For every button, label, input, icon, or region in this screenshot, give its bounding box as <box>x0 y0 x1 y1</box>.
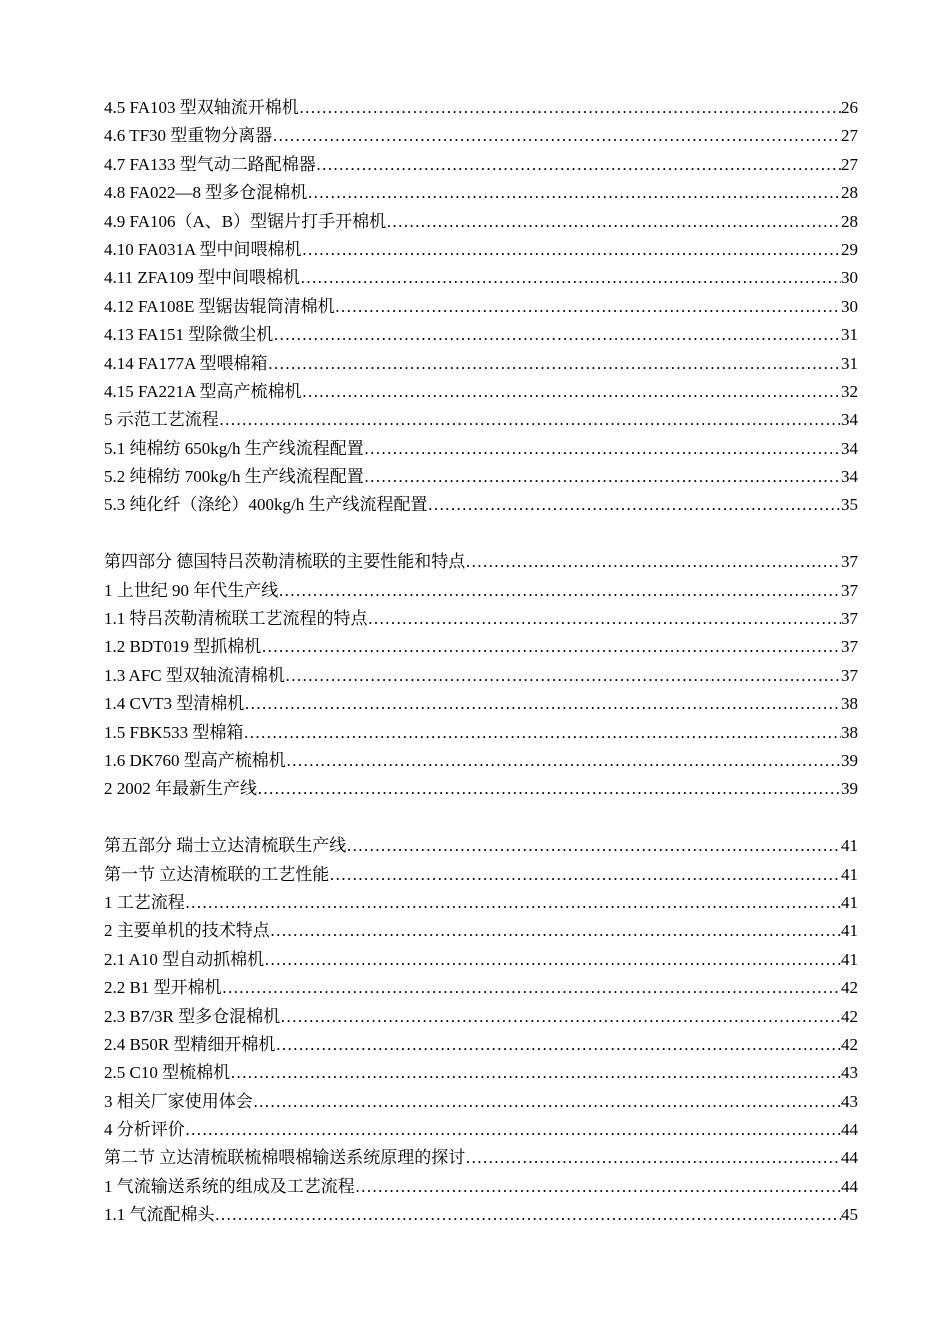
toc-entry-title: 第一节 立达清梳联的工艺性能 <box>104 864 330 884</box>
toc-entry[interactable] <box>104 662 858 690</box>
toc-page-number: 34 <box>841 410 858 430</box>
toc-dot-leader <box>219 406 841 434</box>
toc-entry-title: 2 主要单机的技术特点 <box>104 921 270 941</box>
toc-page-number: 38 <box>841 694 858 714</box>
toc-dot-leader <box>261 633 841 661</box>
toc-entry[interactable] <box>104 435 858 463</box>
toc-page-number: 44 <box>841 1176 858 1196</box>
toc-entry-title: 4.13 FA151 型除微尘机 <box>104 325 274 345</box>
toc-entry[interactable] <box>104 690 858 718</box>
toc-page-number: 41 <box>841 921 858 941</box>
toc-entry-title: 4.14 FA177A 型喂棉箱 <box>104 353 268 373</box>
toc-entry[interactable] <box>104 1144 858 1172</box>
table-of-contents <box>104 94 858 1230</box>
toc-page-number: 37 <box>841 609 858 629</box>
toc-page-number: 28 <box>841 183 858 203</box>
toc-page-number: 39 <box>841 750 858 770</box>
toc-entry-title: 5.3 纯化纤（涤纶）400kg/h 生产线流程配置 <box>104 495 428 515</box>
toc-entry[interactable] <box>104 577 858 605</box>
toc-entry[interactable] <box>104 378 858 406</box>
toc-entry-title: 1.4 CVT3 型清棉机 <box>104 694 245 714</box>
toc-entry[interactable] <box>104 832 858 860</box>
toc-entry-title: 4.6 TF30 型重物分离器 <box>104 126 273 146</box>
toc-entry[interactable] <box>104 1003 858 1031</box>
toc-page-number: 41 <box>841 892 858 912</box>
toc-entry[interactable] <box>104 1173 858 1201</box>
toc-page-number: 44 <box>841 1148 858 1168</box>
toc-entry-title: 5 示范工艺流程 <box>104 410 219 430</box>
toc-dot-leader <box>243 719 841 747</box>
toc-dot-leader <box>185 889 841 917</box>
toc-page-number: 43 <box>841 1091 858 1111</box>
toc-page-number: 42 <box>841 978 858 998</box>
toc-entry-title: 4.5 FA103 型双轴流开棉机 <box>104 98 299 117</box>
toc-entry[interactable] <box>104 406 858 434</box>
toc-page-number: 28 <box>841 211 858 231</box>
toc-entry[interactable] <box>104 208 858 236</box>
toc-entry-title: 2.1 A10 型自动抓棉机 <box>104 949 265 969</box>
toc-entry[interactable] <box>104 94 858 122</box>
toc-entry[interactable] <box>104 719 858 747</box>
toc-page-number: 26 <box>841 98 858 117</box>
toc-dot-leader <box>244 690 841 718</box>
toc-dot-leader <box>302 236 841 264</box>
toc-entry[interactable] <box>104 1116 858 1144</box>
toc-entry-title: 2.3 B7/3R 型多仓混棉机 <box>104 1006 281 1026</box>
toc-dot-leader <box>335 293 841 321</box>
toc-entry-title: 4.12 FA108E 型锯齿辊筒清棉机 <box>104 296 335 316</box>
toc-entry[interactable] <box>104 350 858 378</box>
toc-entry-title: 1 工艺流程 <box>104 892 185 912</box>
toc-entry-title: 1.6 DK760 型高产梳棉机 <box>104 750 286 770</box>
toc-page-number: 41 <box>841 836 858 856</box>
toc-dot-leader <box>302 378 841 406</box>
toc-page-number: 43 <box>841 1063 858 1083</box>
toc-entry-title: 1.2 BDT019 型抓棉机 <box>104 637 262 657</box>
toc-entry-title: 3 相关厂家使用体会 <box>104 1091 253 1111</box>
toc-entry[interactable] <box>104 179 858 207</box>
toc-entry[interactable] <box>104 122 858 150</box>
toc-entry-title: 1.1 特吕茨勒清梳联工艺流程的特点 <box>104 609 368 629</box>
toc-dot-leader <box>299 94 841 122</box>
toc-dot-leader <box>285 662 841 690</box>
toc-entry-title: 1 气流输送系统的组成及工艺流程 <box>104 1176 355 1196</box>
toc-entry-title: 5.2 纯棉纺 700kg/h 生产线流程配置 <box>104 467 364 487</box>
toc-dot-leader <box>253 1088 841 1116</box>
toc-entry[interactable] <box>104 917 858 945</box>
toc-dot-leader <box>364 435 841 463</box>
toc-dot-leader <box>307 179 841 207</box>
toc-page-number: 37 <box>841 552 858 572</box>
toc-entry-title: 4.11 ZFA109 型中间喂棉机 <box>104 268 300 288</box>
toc-entry[interactable] <box>104 1059 858 1087</box>
toc-dot-leader <box>346 832 841 860</box>
toc-dot-leader <box>268 350 841 378</box>
toc-entry-title: 1.3 AFC 型双轴流清棉机 <box>104 665 285 685</box>
toc-dot-leader <box>316 151 841 179</box>
toc-page-number: 31 <box>841 353 858 373</box>
toc-entry[interactable] <box>104 889 858 917</box>
toc-entry[interactable] <box>104 974 858 1002</box>
toc-page-number: 39 <box>841 779 858 799</box>
toc-page-number: 34 <box>841 438 858 458</box>
toc-page-number: 29 <box>841 239 858 259</box>
toc-entry[interactable] <box>104 491 858 519</box>
toc-page-number: 38 <box>841 722 858 742</box>
toc-dot-leader <box>270 917 841 945</box>
toc-dot-leader <box>222 974 841 1002</box>
toc-entry-title: 2.4 B50R 型精细开棉机 <box>104 1034 276 1054</box>
toc-entry-title: 2 2002 年最新生产线 <box>104 779 257 799</box>
toc-entry-title: 第五部分 瑞士立达清梳联生产线 <box>104 836 347 856</box>
toc-dot-leader <box>355 1173 841 1201</box>
toc-entry[interactable] <box>104 775 858 803</box>
section-spacer <box>104 804 858 832</box>
toc-entry-title: 5.1 纯棉纺 650kg/h 生产线流程配置 <box>104 438 364 458</box>
toc-entry-title: 4.9 FA106（A、B）型锯片打手开棉机 <box>104 211 387 231</box>
toc-dot-leader <box>215 1201 842 1229</box>
toc-entry-title: 2.5 C10 型梳棉机 <box>104 1063 231 1083</box>
toc-page-number: 27 <box>841 126 858 146</box>
toc-page-number: 27 <box>841 154 858 174</box>
section-spacer <box>104 520 858 548</box>
toc-dot-leader <box>230 1059 841 1087</box>
toc-entry[interactable] <box>104 633 858 661</box>
toc-entry[interactable] <box>104 1088 858 1116</box>
toc-dot-leader <box>286 747 841 775</box>
toc-entry[interactable] <box>104 264 858 292</box>
toc-entry-title: 4.8 FA022—8 型多仓混棉机 <box>104 183 308 203</box>
toc-entry[interactable] <box>104 321 858 349</box>
toc-entry[interactable] <box>104 605 858 633</box>
toc-page-number: 32 <box>841 381 858 401</box>
toc-entry[interactable] <box>104 946 858 974</box>
toc-entry-title: 4.10 FA031A 型中间喂棉机 <box>104 239 302 259</box>
toc-page-number: 30 <box>841 268 858 288</box>
toc-entry-title: 第四部分 德国特吕茨勒清梳联的主要性能和特点 <box>104 552 466 572</box>
toc-dot-leader <box>275 1031 841 1059</box>
toc-entry-title: 1 上世纪 90 年代生产线 <box>104 580 279 600</box>
toc-page-number: 31 <box>841 325 858 345</box>
toc-entry-title: 4 分析评价 <box>104 1120 185 1140</box>
toc-page-number: 41 <box>841 864 858 884</box>
toc-dot-leader <box>368 605 842 633</box>
toc-dot-leader <box>257 775 841 803</box>
toc-page-number: 44 <box>841 1120 858 1140</box>
toc-dot-leader <box>264 946 841 974</box>
toc-entry[interactable] <box>104 293 858 321</box>
toc-dot-leader <box>280 1003 841 1031</box>
toc-page-number: 45 <box>841 1205 858 1225</box>
toc-page-number: 37 <box>841 665 858 685</box>
toc-entry-title: 第二节 立达清梳联梳棉喂棉输送系统原理的探讨 <box>104 1148 466 1168</box>
toc-entry[interactable] <box>104 1031 858 1059</box>
toc-entry-title: 4.7 FA133 型气动二路配棉器 <box>104 154 316 174</box>
toc-entry-title: 4.15 FA221A 型高产梳棉机 <box>104 381 302 401</box>
toc-dot-leader <box>329 861 841 889</box>
toc-dot-leader <box>300 264 841 292</box>
toc-dot-leader <box>364 463 841 491</box>
toc-entry[interactable] <box>104 1201 858 1229</box>
toc-page-number: 37 <box>841 637 858 657</box>
toc-dot-leader <box>185 1116 841 1144</box>
toc-page-number: 41 <box>841 949 858 969</box>
toc-dot-leader <box>465 548 841 576</box>
toc-page-number: 42 <box>841 1006 858 1026</box>
toc-entry-title: 2.2 B1 型开棉机 <box>104 978 222 998</box>
toc-page-number: 30 <box>841 296 858 316</box>
toc-entry[interactable] <box>104 151 858 179</box>
toc-entry[interactable] <box>104 236 858 264</box>
toc-page-number: 35 <box>841 495 858 515</box>
toc-entry[interactable] <box>104 861 858 889</box>
toc-page-number: 37 <box>841 580 858 600</box>
toc-dot-leader <box>386 208 841 236</box>
toc-dot-leader <box>273 321 841 349</box>
toc-dot-leader <box>278 577 841 605</box>
toc-entry[interactable] <box>104 463 858 491</box>
toc-entry[interactable] <box>104 747 858 775</box>
toc-dot-leader <box>465 1144 841 1172</box>
toc-entry-title: 1.5 FBK533 型棉箱 <box>104 722 244 742</box>
toc-entry[interactable] <box>104 548 858 576</box>
toc-dot-leader <box>427 491 841 519</box>
toc-dot-leader <box>272 122 841 150</box>
toc-page-number: 34 <box>841 467 858 487</box>
toc-page-number: 42 <box>841 1034 858 1054</box>
toc-entry-title: 1.1 气流配棉头 <box>104 1205 215 1225</box>
